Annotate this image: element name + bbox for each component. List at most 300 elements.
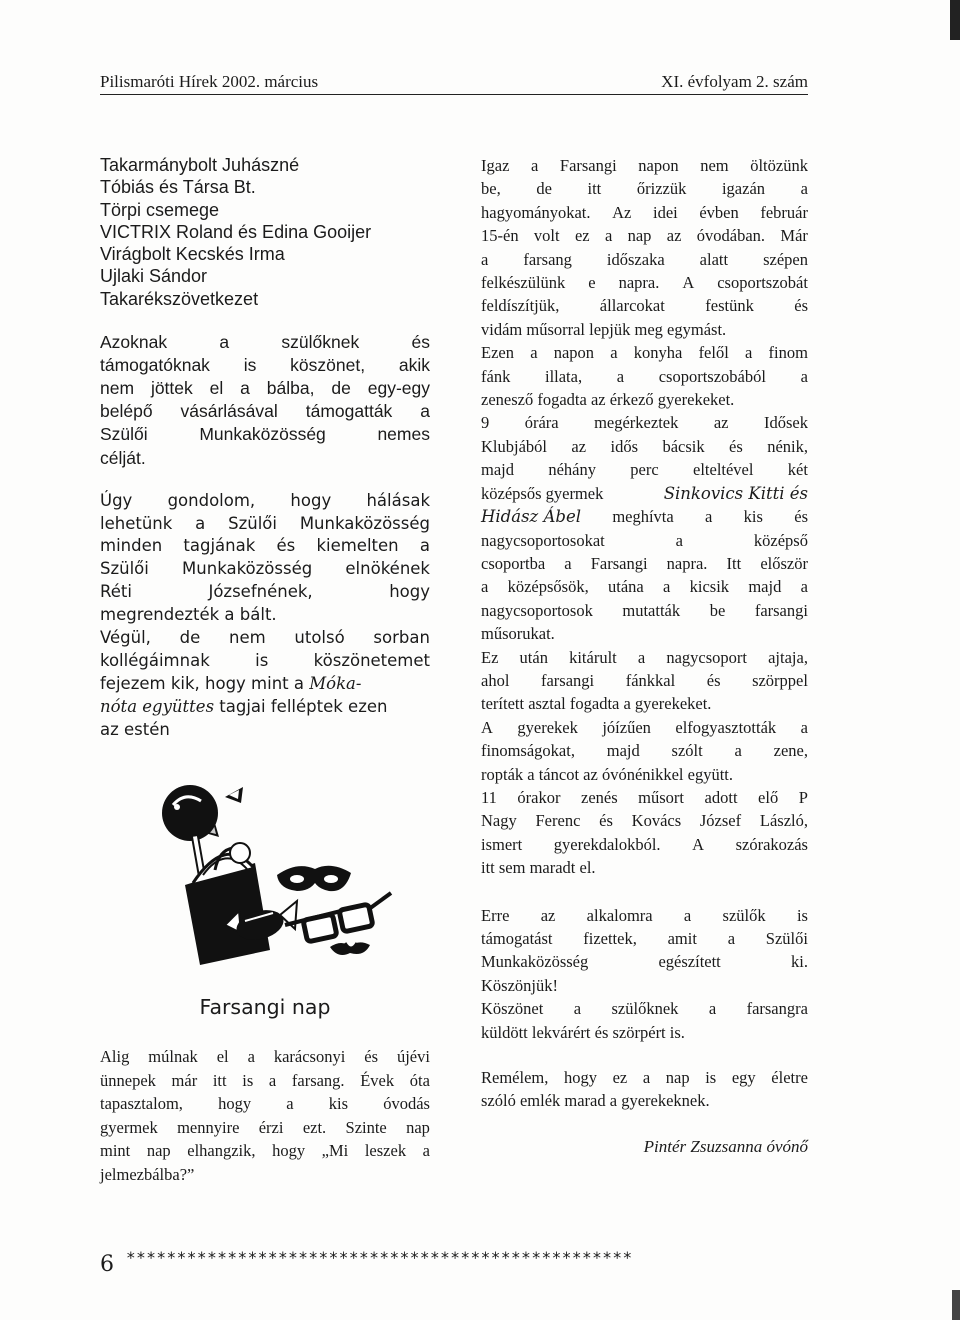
page-footer bbox=[100, 1248, 810, 1278]
text-word: jöttek bbox=[150, 378, 193, 399]
article-title: Farsangi nap bbox=[199, 995, 331, 1019]
text-word: zenés bbox=[581, 787, 618, 807]
text-word: szólt bbox=[671, 741, 703, 761]
text-word: néhány bbox=[548, 460, 596, 480]
text-word: is bbox=[705, 1068, 717, 1088]
text-line bbox=[481, 482, 808, 505]
text-word: és bbox=[599, 811, 613, 831]
text-word: Kovács bbox=[631, 811, 682, 831]
text-word: volt bbox=[533, 226, 560, 246]
text-word: farsangi bbox=[754, 600, 808, 620]
text-word: Ez bbox=[481, 647, 499, 667]
text-word: idei bbox=[652, 202, 678, 222]
text-word: szörppel bbox=[752, 670, 808, 690]
text-word: ez bbox=[612, 1068, 628, 1088]
text-word: Ezen bbox=[481, 343, 514, 363]
text-word: utolsó bbox=[294, 628, 345, 648]
text-word: Munkaközösség bbox=[299, 513, 430, 533]
text-line bbox=[481, 1066, 808, 1089]
text-word: idős bbox=[610, 436, 639, 456]
text-word: bálba, bbox=[266, 378, 315, 399]
text-word: elteltével bbox=[693, 460, 754, 480]
text-word: szórakozás bbox=[735, 834, 808, 854]
text-word: el bbox=[216, 1047, 229, 1066]
text-line bbox=[481, 809, 808, 832]
text-word: egészített bbox=[658, 952, 721, 972]
text-word: 11 bbox=[481, 787, 497, 807]
right-column bbox=[481, 154, 808, 1158]
child-names: Sinkovics Kitti és bbox=[663, 483, 808, 503]
text-line: műsorukat. bbox=[481, 624, 555, 644]
header-publication: Pilismaróti Hírek 2002. március bbox=[100, 72, 319, 91]
text-line bbox=[481, 997, 808, 1020]
text-word: a bbox=[564, 553, 572, 573]
text-word: ez bbox=[574, 226, 590, 246]
text-word: ünnepek bbox=[100, 1070, 156, 1090]
text-word: a bbox=[642, 1068, 651, 1088]
text-word: sorban bbox=[373, 628, 430, 648]
text-line bbox=[481, 224, 808, 247]
text-word: festünk bbox=[705, 296, 754, 316]
text-word: P bbox=[798, 787, 808, 807]
sponsor-item: Törpi csemege bbox=[100, 199, 220, 220]
text-word: Réti bbox=[100, 582, 132, 602]
text-word: nap bbox=[146, 1141, 171, 1160]
text-word: a bbox=[419, 536, 430, 556]
text-word: farsang. bbox=[291, 1070, 345, 1090]
sponsor-item: VICTRIX Roland és Edina Gooijer bbox=[100, 221, 372, 242]
text-line: zenesző fogadta az érkező gyerekeket. bbox=[481, 390, 735, 410]
text-word: ezt. bbox=[302, 1117, 327, 1137]
text-word: gyermek bbox=[100, 1117, 158, 1137]
text-word: be bbox=[709, 600, 726, 620]
carnival-illustration bbox=[155, 775, 395, 990]
text-word: Már bbox=[780, 226, 808, 246]
text-word: Klubjából bbox=[481, 436, 547, 456]
text-line bbox=[481, 669, 808, 692]
text-word: fánkkal bbox=[625, 670, 676, 690]
sponsor-item: Takarékszövetkezet bbox=[100, 288, 259, 309]
text-line bbox=[100, 513, 430, 536]
text-line bbox=[100, 696, 430, 719]
text-word: és bbox=[411, 332, 430, 353]
text-line bbox=[100, 558, 430, 581]
text-word: az bbox=[666, 226, 682, 246]
text-word: jóízűen bbox=[602, 717, 651, 737]
text-word: nénik, bbox=[767, 436, 808, 456]
text-word: óvodás bbox=[383, 1094, 430, 1113]
text-word: nem bbox=[700, 156, 729, 175]
text-word: e bbox=[588, 273, 596, 293]
text-word: majd bbox=[606, 741, 640, 761]
text-line bbox=[481, 552, 808, 575]
text-word: elő bbox=[758, 787, 779, 807]
text-word: a bbox=[604, 226, 613, 246]
text-word: köszönet, bbox=[290, 355, 366, 376]
text-word: február bbox=[760, 202, 808, 222]
text-word: Farsangi bbox=[590, 553, 648, 573]
candy-corn-icon bbox=[225, 787, 243, 803]
text-word: felkészülünk bbox=[481, 273, 566, 293]
text-line bbox=[481, 435, 808, 458]
page-number: 6 bbox=[100, 1252, 114, 1277]
sponsor-item: Virágbolt Kecskés Irma bbox=[100, 244, 285, 265]
text-word: a bbox=[800, 577, 808, 597]
text-word: nemes bbox=[377, 424, 430, 445]
text-word: egy-egy bbox=[367, 378, 430, 399]
ensemble-name: nóta együttes bbox=[100, 696, 215, 716]
text-word: a bbox=[268, 1070, 277, 1090]
text-word: Szülői bbox=[100, 559, 149, 579]
text-line bbox=[481, 365, 808, 388]
text-word: támogatták bbox=[305, 401, 393, 422]
text-word: Nagy bbox=[481, 811, 517, 831]
text-word: műsort bbox=[638, 787, 685, 807]
text-word: A bbox=[481, 717, 493, 737]
text-word: szülőknek bbox=[281, 332, 360, 353]
text-word: a bbox=[727, 929, 736, 948]
ensemble-name: Móka- bbox=[309, 673, 362, 693]
thanks-paragraph bbox=[100, 331, 430, 470]
text-line bbox=[100, 354, 430, 377]
text-word: támogatóknak bbox=[100, 355, 210, 376]
text-line bbox=[481, 739, 808, 762]
eye-mask-icon bbox=[277, 866, 351, 891]
text-word: farsangra bbox=[746, 999, 808, 1019]
text-word: de bbox=[179, 628, 201, 648]
sponsor-item: Tóbiás és Társa Bt. bbox=[100, 177, 256, 198]
text-word: és bbox=[706, 670, 721, 690]
text-word: Évek bbox=[360, 1070, 395, 1090]
text-word: nem bbox=[228, 628, 266, 648]
text-word: József bbox=[699, 811, 742, 831]
text-line bbox=[481, 341, 808, 364]
text-line bbox=[481, 833, 808, 856]
text-word: Munkaközösség bbox=[199, 424, 326, 445]
text-word: középső bbox=[753, 530, 808, 550]
text-word: a bbox=[286, 1094, 294, 1113]
text-word: perc bbox=[630, 460, 659, 480]
text-word: középsősök, bbox=[507, 577, 589, 597]
text-word: fizettek, bbox=[583, 929, 637, 948]
text-line bbox=[481, 716, 808, 739]
article-paragraph bbox=[481, 904, 808, 1044]
text-word: a bbox=[663, 577, 671, 597]
text-word: ki. bbox=[791, 952, 808, 972]
text-word: és bbox=[794, 296, 808, 316]
text-word: mint bbox=[100, 1141, 131, 1160]
text-line: küldött lekvárért és szörpért is. bbox=[481, 1022, 685, 1042]
text-word: alkalomra bbox=[586, 905, 653, 925]
text-word: és bbox=[794, 507, 808, 527]
text-word: a bbox=[708, 999, 717, 1019]
text-word: amit bbox=[667, 929, 697, 948]
text-word: „Mi bbox=[321, 1141, 349, 1160]
text-word: a bbox=[745, 343, 753, 363]
text-line bbox=[100, 673, 430, 696]
text-word: nap bbox=[627, 226, 652, 246]
text-word: Végül, bbox=[100, 628, 151, 648]
text-word: napon bbox=[638, 156, 679, 175]
text-word: Az bbox=[612, 202, 632, 222]
text-word: újévi bbox=[396, 1047, 430, 1066]
text-word: lehetünk bbox=[100, 513, 173, 533]
text-word: Azoknak bbox=[100, 332, 168, 353]
article-paragraph bbox=[481, 1066, 808, 1113]
text-word: Köszönet bbox=[481, 999, 544, 1019]
text-word: Szülői bbox=[228, 513, 277, 533]
text-line bbox=[481, 177, 808, 200]
text-word: a bbox=[705, 507, 713, 527]
text-word: hálásak bbox=[366, 490, 430, 510]
text-word: finom bbox=[768, 343, 808, 363]
text-word: a bbox=[247, 1047, 255, 1066]
text-line bbox=[481, 927, 808, 950]
text-word: László, bbox=[759, 811, 808, 831]
text-line: célját. bbox=[100, 447, 146, 468]
text-word: az bbox=[540, 905, 556, 925]
text-word: és bbox=[276, 536, 296, 556]
text-word: meghívta bbox=[612, 507, 674, 527]
text-word: is bbox=[796, 905, 808, 925]
text-line bbox=[481, 271, 808, 294]
text-line bbox=[100, 1139, 430, 1163]
text-word: alatt bbox=[699, 249, 729, 269]
text-line bbox=[100, 1045, 430, 1069]
text-word: de bbox=[331, 378, 351, 399]
text-line bbox=[481, 248, 808, 271]
text-word: Remélem, bbox=[481, 1068, 549, 1088]
article-paragraph bbox=[481, 154, 808, 880]
text-line: terített asztal fogadta a gyerekeket. bbox=[481, 694, 712, 714]
text-run: tagjai felléptek ezen bbox=[214, 696, 388, 716]
text-line: ropták a táncot az óvónénikkel együtt. bbox=[481, 764, 733, 784]
text-word: hogy bbox=[272, 1141, 306, 1160]
text-word: Alig bbox=[100, 1047, 130, 1066]
text-word: már bbox=[171, 1070, 198, 1090]
text-word: a bbox=[530, 156, 539, 175]
text-word: órakor bbox=[517, 787, 561, 807]
text-word: hogy bbox=[389, 582, 430, 602]
text-word: belépő bbox=[100, 401, 153, 422]
sponsor-item: Takarmánybolt Juhászné bbox=[100, 155, 300, 175]
text-line bbox=[100, 400, 430, 423]
text-word: felől bbox=[698, 343, 729, 363]
text-word: akik bbox=[398, 355, 430, 376]
text-word: fánk bbox=[481, 366, 511, 386]
text-word: nagycsoport bbox=[666, 647, 747, 667]
text-word: nap bbox=[665, 1068, 690, 1088]
text-line bbox=[481, 201, 808, 224]
text-word: hogy bbox=[218, 1094, 252, 1113]
text-word: de bbox=[536, 179, 552, 199]
text-word: utána bbox=[608, 577, 644, 597]
header-issue: XI. évfolyam 2. szám bbox=[661, 72, 808, 91]
text-line bbox=[100, 1092, 430, 1116]
article-intro bbox=[100, 1045, 430, 1186]
text-word: majd bbox=[481, 460, 514, 480]
text-word: egy bbox=[731, 1068, 756, 1088]
text-word: először bbox=[760, 553, 808, 573]
text-line bbox=[100, 535, 430, 558]
page-header bbox=[100, 72, 808, 95]
text-word: Idősek bbox=[763, 413, 808, 433]
text-word: bácsik bbox=[662, 436, 705, 456]
text-word: farsangi bbox=[540, 670, 595, 690]
text-line bbox=[100, 1116, 430, 1140]
text-line bbox=[481, 646, 808, 669]
text-word: a bbox=[481, 249, 489, 269]
text-word: Szülői bbox=[100, 424, 148, 445]
text-line: megrendezték a bált. bbox=[100, 605, 277, 625]
text-word: időszaka bbox=[606, 249, 665, 269]
text-word: a bbox=[800, 366, 808, 386]
text-line bbox=[481, 904, 808, 927]
text-word: Józsefnének, bbox=[208, 582, 313, 602]
text-word: a bbox=[530, 343, 538, 363]
text-word: farsang bbox=[523, 249, 572, 269]
text-run: fejezem kik, hogy mint a bbox=[100, 673, 310, 693]
text-word: igazán bbox=[721, 179, 766, 199]
text-word: gyerekdalokból. bbox=[553, 834, 661, 854]
text-word: nem bbox=[100, 378, 135, 399]
left-column bbox=[100, 154, 430, 742]
text-word: nagycsoportosokat bbox=[481, 530, 605, 550]
text-word: támogatást bbox=[481, 929, 553, 948]
novelty-glasses-icon bbox=[285, 893, 391, 955]
text-word: a bbox=[420, 401, 430, 422]
text-word: mutatták bbox=[622, 600, 681, 620]
text-word: életre bbox=[771, 1068, 808, 1088]
text-word: Erre bbox=[481, 905, 510, 925]
text-word: tagjának bbox=[183, 536, 256, 556]
text-line bbox=[481, 458, 808, 481]
text-word: őrizzük bbox=[636, 179, 687, 199]
text-word: a bbox=[800, 179, 808, 199]
text-word: adott bbox=[704, 787, 738, 807]
text-word: a bbox=[422, 1141, 430, 1160]
text-word: itt bbox=[587, 179, 602, 199]
text-line bbox=[100, 650, 430, 673]
text-line: szóló emlék marad a gyerekeknek. bbox=[481, 1091, 710, 1111]
text-word: kiemelten bbox=[316, 536, 399, 556]
text-word: a bbox=[616, 366, 625, 386]
text-word: itt bbox=[212, 1070, 227, 1090]
text-line bbox=[481, 575, 808, 598]
sponsor-item: Ujlaki Sándor bbox=[100, 266, 208, 287]
text-word: kitárult bbox=[569, 647, 617, 667]
text-word: csoportszobából bbox=[658, 366, 766, 386]
text-word: majd bbox=[748, 577, 782, 597]
text-word: a bbox=[734, 741, 742, 761]
text-word: a bbox=[573, 999, 582, 1019]
text-line bbox=[481, 411, 808, 434]
text-line bbox=[481, 950, 808, 973]
text-word: Munkaközösség bbox=[481, 952, 589, 972]
text-word: is bbox=[255, 650, 269, 670]
text-word: elhangzik, bbox=[187, 1141, 256, 1160]
text-word: évben bbox=[699, 202, 739, 222]
text-word: köszönetemet bbox=[313, 650, 430, 670]
text-word: állarcokat bbox=[599, 296, 665, 316]
text-word: a bbox=[219, 332, 230, 353]
text-word: szülők bbox=[722, 905, 766, 925]
text-word: konyha bbox=[633, 343, 683, 363]
text-word: gyerekek bbox=[517, 717, 578, 737]
text-line bbox=[481, 154, 808, 177]
text-run: középsős gyermek bbox=[481, 483, 608, 503]
scan-edge-top bbox=[950, 0, 960, 40]
text-word: A bbox=[692, 834, 705, 854]
text-line bbox=[481, 786, 808, 809]
text-word: A bbox=[682, 273, 695, 293]
text-word: ismert bbox=[481, 834, 523, 854]
text-word: órára bbox=[524, 413, 559, 433]
text-word: gondolom, bbox=[167, 490, 256, 510]
text-word: és bbox=[729, 436, 743, 456]
text-word: Farsangi bbox=[559, 156, 617, 175]
text-word: karácsonyi bbox=[273, 1047, 346, 1066]
text-word: a bbox=[610, 343, 618, 363]
text-word: a bbox=[800, 717, 808, 737]
text-word: napon bbox=[553, 343, 595, 363]
text-word: a bbox=[195, 513, 206, 533]
text-word: minden bbox=[100, 536, 163, 556]
text-word: kollégáimnak bbox=[100, 650, 210, 670]
text-word: hogy bbox=[563, 1068, 597, 1088]
text-line bbox=[100, 490, 430, 513]
text-word: Igaz bbox=[481, 156, 510, 175]
text-word: ahol bbox=[481, 670, 510, 690]
child-names: Hidász Ábel bbox=[481, 507, 581, 527]
text-line bbox=[481, 294, 808, 317]
text-word: 9 bbox=[481, 413, 490, 433]
author-signature: Pintér Zsuzsanna óvónő bbox=[643, 1136, 808, 1156]
text-word: feldíszítjük, bbox=[481, 296, 560, 316]
text-line bbox=[100, 377, 430, 400]
text-word: is bbox=[242, 1070, 254, 1090]
text-word: nagycsoportosok bbox=[481, 600, 593, 620]
text-word: Szinte bbox=[345, 1117, 387, 1137]
text-word: napra. bbox=[666, 553, 708, 573]
text-word: a bbox=[240, 378, 250, 399]
text-word: is bbox=[243, 355, 257, 376]
text-word: az bbox=[571, 436, 587, 456]
text-line: itt sem maradt el. bbox=[481, 858, 596, 878]
text-word: finomságokat, bbox=[481, 741, 575, 761]
text-word: kis bbox=[328, 1094, 349, 1113]
decorative-star-divider: ************************************************** bbox=[126, 1248, 633, 1267]
text-word: hogy bbox=[290, 490, 332, 510]
text-word: csoportszobát bbox=[717, 273, 808, 293]
text-word: öltözünk bbox=[750, 156, 808, 175]
text-word: illata, bbox=[544, 366, 583, 386]
text-word: Úgy bbox=[100, 490, 133, 510]
text-word: a bbox=[675, 530, 683, 550]
text-word: szépen bbox=[763, 249, 808, 269]
text-word: óvodában. bbox=[696, 226, 766, 246]
text-word: mennyire bbox=[177, 1117, 240, 1137]
text-word: óta bbox=[409, 1070, 430, 1090]
text-word: napra. bbox=[618, 273, 660, 293]
text-line bbox=[100, 1069, 430, 1093]
text-word: múlnak bbox=[148, 1047, 198, 1066]
text-word: Ferenc bbox=[535, 811, 581, 831]
text-line bbox=[481, 599, 808, 622]
text-word: Munkaközösség bbox=[182, 559, 313, 579]
text-word: be, bbox=[481, 179, 501, 199]
text-line: vidám műsorral lepjük meg egymást. bbox=[481, 319, 727, 339]
